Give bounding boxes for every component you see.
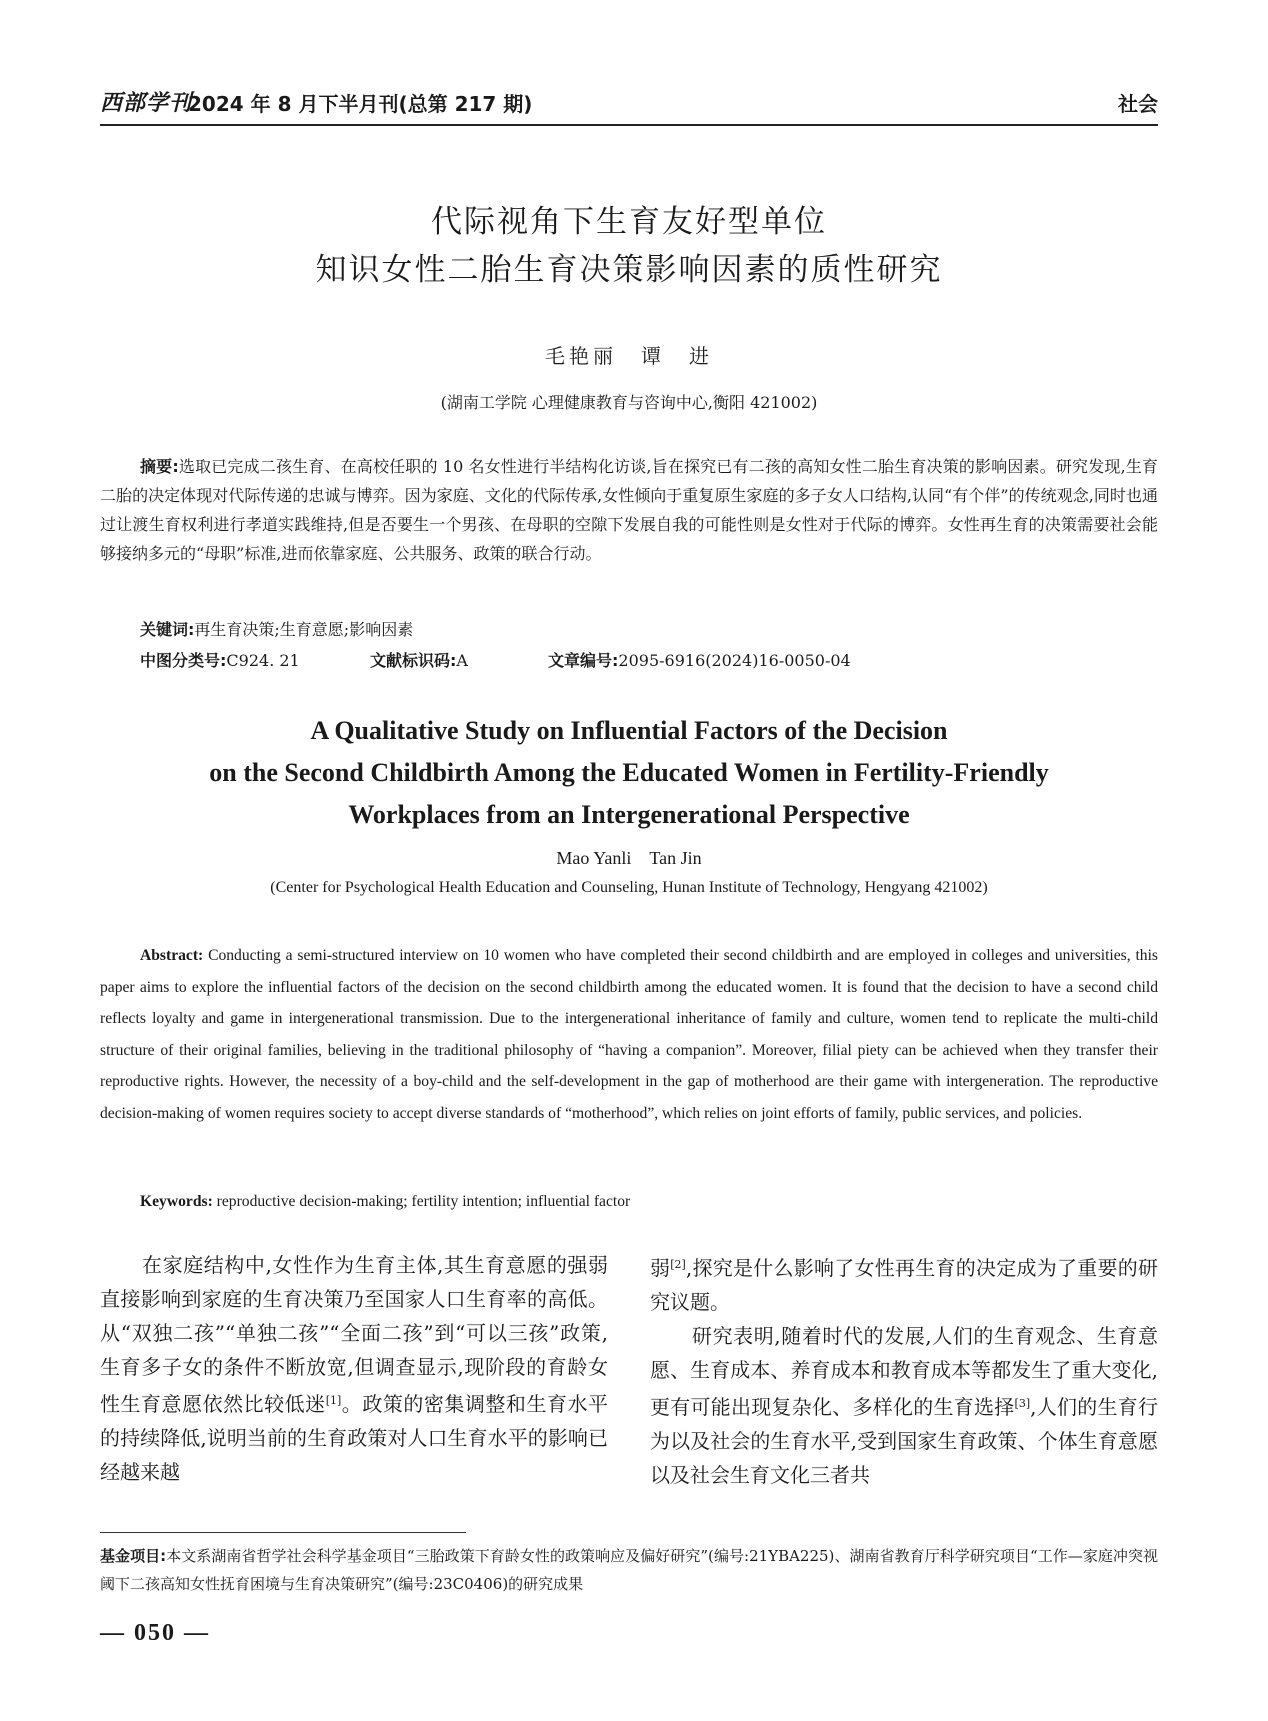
doc-code-value: A [456, 651, 468, 670]
en-title-line2: on the Second Childbirth Among the Educated Women in Fertility-Friendly [209, 758, 1049, 787]
funding-text: 本文系湖南省哲学社会科学基金项目“三胎政策下育龄女性的政策响应及偏好研究”(编号:21YBA225)、湖南省教育厅科学研究项目“工作—家庭冲突视阈下二孩高知女性抚育困境与生育决策研究”(编号:23C0406)的研究成果 [100, 1547, 1158, 1593]
citation: [2] [670, 1258, 686, 1271]
doc-code-label: 文献标识码: [370, 651, 457, 670]
body-column-left [100, 1248, 608, 1489]
running-header [100, 86, 1158, 116]
cn-keywords-label: 关键词: [140, 620, 195, 639]
journal-logo: 西部学刊 [100, 90, 193, 116]
body-paragraph [650, 1248, 1158, 1319]
article-no-label: 文章编号: [548, 651, 619, 670]
document-code [370, 648, 468, 671]
cn-abstract-label: 摘要: [140, 457, 179, 476]
issue-info: 2024 年 8 月下半月刊(总第 217 期) [188, 92, 533, 116]
en-authors: Mao Yanli Tan Jin [556, 848, 702, 868]
citation: [1] [325, 1394, 342, 1407]
footnote-divider [100, 1532, 466, 1533]
body-text: 在家庭结构中,女性作为生育主体,其生育意愿的强弱直接影响到家庭的生育决策乃至国家人口生育率的高低。从“双独二孩”“单独二孩”“全面二孩”到“可以三孩”政策,生育多子女的条件不断放宽,但调查显示,现阶段的育龄女性生育意愿依然比较低迷 [100, 1253, 608, 1416]
section-name: 社会 [1118, 92, 1158, 116]
body-column-right [650, 1248, 1158, 1492]
en-keywords [140, 1193, 630, 1211]
cn-affiliation: (湖南工学院 心理健康教育与咨询中心,衡阳 421002) [440, 393, 818, 412]
body-paragraph [650, 1319, 1158, 1492]
en-title-line3: Workplaces from an Intergenerational Perspective [348, 800, 910, 829]
article-number [548, 648, 851, 671]
clc-value: C924. 21 [226, 651, 300, 670]
body-text: 。政策的密集调整和生育水平的持续降低,说明当前的生育政策对人口生育水平的影响已经越来越 [100, 1392, 609, 1484]
en-abstract-text: Conducting a semi-structured interview on 10 women who have completed their second childbirth and are employed in colleges and universities, this paper aims to explore the influential factors of the decision on the second childbirth among the educated women. It is found that the decision to have a second child reflects loyalty and game in intergenerational transmission. Due to the intergenerational inheritance of family and culture, women tend to replicate the multi-child structure of their original families, believing in the traditional philosophy of “having a companion”. Moreover, filial piety can be achieved when they transfer their reproductive rights. However, the necessity of a boy-child and the self-development in the gap of motherhood are their game with intergeneration. The reproductive decision-making of women requires society to accept diverse standards of “motherhood”, which relies on joint efforts of family, public services, and policies. [100, 947, 1158, 1122]
cn-title-line1: 代际视角下生育友好型单位 [431, 204, 827, 240]
body-text: 研究表明,随着时代的发展,人们的生育观念、生育意愿、生育成本、养育成本和教育成本等都发生了重大变化,更有可能出现复杂化、多样化的生育选择 [650, 1324, 1158, 1419]
body-text: ,人们的生育行为以及社会的生育水平,受到国家生育政策、个体生育意愿以及社会生育文化三者共 [650, 1395, 1159, 1487]
page-number: — 050 — [100, 1620, 210, 1646]
cn-authors: 毛艳丽 谭 进 [545, 344, 713, 368]
article-no-value: 2095-6916(2024)16-0050-04 [618, 651, 851, 670]
cn-keywords-text: 再生育决策;生育意愿;影响因素 [194, 620, 414, 639]
funding-note [100, 1542, 1158, 1598]
en-affiliation: (Center for Psychological Health Education and Counseling, Hunan Institute of Technology, Hengyang 421002) [270, 879, 988, 896]
citation: [3] [1014, 1397, 1031, 1410]
clc-label: 中图分类号: [140, 651, 227, 670]
funding-label: 基金项目: [100, 1547, 167, 1565]
en-abstract-label: Abstract: [140, 947, 204, 964]
body-text: ,探究是什么影响了女性再生育的决定成为了重要的研究议题。 [650, 1256, 1159, 1314]
header-divider [100, 124, 1158, 126]
body-text: 弱 [650, 1256, 671, 1280]
en-keywords-text: reproductive decision-making; fertility intention; influential factor [216, 1193, 631, 1210]
en-keywords-label: Keywords: [140, 1193, 213, 1210]
en-abstract [100, 940, 1158, 1130]
cn-abstract-text: 选取已完成二孩生育、在高校任职的 10 名女性进行半结构化访谈,旨在探究已有二孩的高知女性二胎生育决策的影响因素。研究发现,生育二胎的决定体现对代际传递的忠诚与博弈。因为家庭、文化的代际传承,女性倾向于重复原生家庭的多子女人口结构,认同“有个伴”的传统观念,同时也通过让渡生育权利进行孝道实践维持,但是否要生一个男孩、在母职的空隙下发展自我的可能性则是女性对于代际的博弈。女性再生育的决策需要社会能够接纳多元的“母职”标准,进而依靠家庭、公共服务、政策的联合行动。 [100, 457, 1158, 563]
cn-keywords [140, 617, 413, 640]
cn-title-line2: 知识女性二胎生育决策影响因素的质性研究 [315, 252, 943, 288]
en-title-line1: A Qualitative Study on Influential Factors of the Decision [310, 716, 948, 745]
body-paragraph [100, 1248, 608, 1489]
cn-abstract [100, 452, 1158, 568]
clc-number [140, 648, 300, 671]
